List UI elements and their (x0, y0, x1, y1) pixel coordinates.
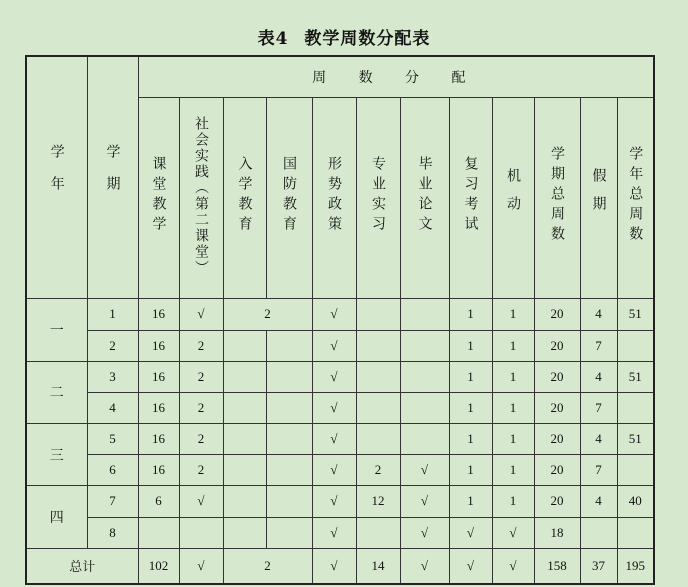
data-cell: 2 (179, 424, 223, 455)
data-cell (356, 361, 400, 392)
data-cell (356, 330, 400, 361)
header-col (580, 98, 617, 299)
data-cell: 1 (449, 486, 492, 517)
data-cell: 2 (223, 299, 312, 330)
year-label: 三 (49, 447, 64, 464)
header-col-text: 假期 (590, 168, 607, 225)
data-cell (266, 486, 312, 517)
year-label: 二 (49, 385, 64, 402)
data-cell: √ (312, 299, 356, 330)
header-col-text: 学期总周数 (549, 146, 565, 247)
data-cell: 1 (492, 330, 534, 361)
data-cell: 7 (580, 455, 617, 486)
total-cell: √ (312, 548, 356, 584)
data-cell: √ (492, 517, 534, 548)
total-cell: 102 (138, 548, 179, 584)
data-cell: √ (312, 330, 356, 361)
term-cell: 2 (87, 330, 138, 361)
table-row (26, 299, 654, 330)
year-cell (26, 299, 87, 361)
header-col-text: 复习考试 (462, 156, 479, 237)
data-cell: √ (179, 299, 223, 330)
term-cell: 7 (87, 486, 138, 517)
data-cell (400, 361, 449, 392)
data-cell: 51 (617, 424, 654, 455)
header-col (266, 98, 312, 299)
total-cell: √ (492, 548, 534, 584)
data-cell: 51 (617, 299, 654, 330)
data-cell (223, 517, 266, 548)
data-cell: 1 (449, 424, 492, 455)
table-row (26, 517, 654, 548)
data-cell: √ (179, 486, 223, 517)
data-cell: √ (400, 486, 449, 517)
data-cell (356, 517, 400, 548)
data-cell: √ (312, 392, 356, 423)
data-cell: 16 (138, 361, 179, 392)
year-cell (26, 361, 87, 423)
data-cell (223, 361, 266, 392)
header-col (449, 98, 492, 299)
data-cell: 4 (580, 361, 617, 392)
total-cell: √ (179, 548, 223, 584)
data-cell: 16 (138, 392, 179, 423)
data-cell (223, 330, 266, 361)
data-cell: 7 (580, 330, 617, 361)
data-cell: 4 (580, 486, 617, 517)
term-cell: 6 (87, 455, 138, 486)
data-cell (223, 455, 266, 486)
data-cell (400, 392, 449, 423)
term-cell: 1 (87, 299, 138, 330)
data-cell: 2 (356, 455, 400, 486)
header-col-text: 课堂教学 (150, 156, 167, 237)
data-cell: 20 (534, 486, 580, 517)
header-col-text: 毕业论文 (416, 156, 433, 237)
data-cell: 1 (449, 455, 492, 486)
header-col (617, 98, 654, 299)
data-cell: 20 (534, 392, 580, 423)
data-cell: 2 (179, 455, 223, 486)
data-cell (223, 424, 266, 455)
header-col (223, 98, 266, 299)
total-label-text: 总计 (69, 560, 96, 576)
table-row (26, 455, 654, 486)
data-cell (138, 517, 179, 548)
table-row (26, 330, 654, 361)
header-term-text: 学期 (104, 143, 121, 208)
data-cell: 1 (449, 392, 492, 423)
data-cell (223, 486, 266, 517)
header-col (400, 98, 449, 299)
data-cell (400, 330, 449, 361)
data-cell: 4 (580, 299, 617, 330)
data-cell: √ (400, 455, 449, 486)
data-cell (356, 392, 400, 423)
term-cell: 5 (87, 424, 138, 455)
year-label: 一 (49, 323, 64, 340)
data-cell: √ (312, 517, 356, 548)
header-col (534, 98, 580, 299)
table-number: 表4 (257, 29, 289, 49)
header-col-text: 形势政策 (326, 156, 342, 237)
data-cell: 2 (179, 361, 223, 392)
data-cell: 20 (534, 424, 580, 455)
data-cell: 1 (492, 424, 534, 455)
term-cell: 4 (87, 392, 138, 423)
header-week-allocation (138, 56, 654, 98)
data-cell: √ (312, 455, 356, 486)
total-cell: 158 (534, 548, 580, 584)
data-cell: 16 (138, 330, 179, 361)
year-cell (26, 424, 87, 486)
header-col-text: 学年总周数 (627, 146, 644, 247)
total-cell: √ (400, 548, 449, 584)
total-cell: √ (449, 548, 492, 584)
data-cell: 1 (492, 392, 534, 423)
data-cell (266, 455, 312, 486)
header-col (312, 98, 356, 299)
data-cell: 20 (534, 299, 580, 330)
data-cell: √ (400, 517, 449, 548)
term-cell: 8 (87, 517, 138, 548)
table-row (26, 361, 654, 392)
header-term (87, 56, 138, 299)
total-label (26, 548, 138, 584)
data-cell: √ (449, 517, 492, 548)
data-cell: 20 (534, 455, 580, 486)
data-cell: 16 (138, 424, 179, 455)
week-allocation-table (25, 55, 655, 585)
data-cell: 7 (580, 392, 617, 423)
data-cell: 1 (449, 361, 492, 392)
data-cell: 2 (179, 392, 223, 423)
total-cell: 2 (223, 548, 312, 584)
year-cell (26, 486, 87, 548)
data-cell: 1 (492, 299, 534, 330)
data-cell: 12 (356, 486, 400, 517)
data-cell (223, 392, 266, 423)
table-row (26, 392, 654, 423)
header-col-text: 专业实习 (370, 156, 386, 237)
data-cell (266, 330, 312, 361)
data-cell (617, 330, 654, 361)
data-cell: 6 (138, 486, 179, 517)
data-cell (617, 392, 654, 423)
data-cell: √ (312, 424, 356, 455)
term-cell: 3 (87, 361, 138, 392)
data-cell: 1 (492, 455, 534, 486)
data-cell: 51 (617, 361, 654, 392)
data-cell: 1 (449, 330, 492, 361)
header-col-text: 机动 (505, 168, 521, 225)
table-title-text: 教学周数分配表 (304, 29, 431, 49)
header-group-text: 周 数 分 配 (312, 70, 480, 87)
header-col (492, 98, 534, 299)
data-cell: 1 (492, 361, 534, 392)
header-col (179, 98, 223, 299)
data-cell (580, 517, 617, 548)
header-year-text: 学年 (48, 143, 65, 208)
data-cell: 1 (492, 486, 534, 517)
table-title (0, 24, 688, 49)
data-cell (266, 392, 312, 423)
total-row (26, 548, 654, 584)
total-cell: 14 (356, 548, 400, 584)
data-cell (356, 424, 400, 455)
total-cell: 37 (580, 548, 617, 584)
header-col-text: 社会实践（第二课堂） (193, 116, 209, 277)
data-cell (179, 517, 223, 548)
data-cell (266, 424, 312, 455)
data-cell: 20 (534, 361, 580, 392)
data-cell: 20 (534, 330, 580, 361)
data-cell (617, 517, 654, 548)
header-col-text: 入学教育 (236, 156, 253, 237)
data-cell: 16 (138, 455, 179, 486)
data-cell: √ (312, 361, 356, 392)
table-row (26, 486, 654, 517)
data-cell: 16 (138, 299, 179, 330)
data-cell: √ (312, 486, 356, 517)
total-cell: 195 (617, 548, 654, 584)
header-year (26, 56, 87, 299)
header-col (138, 98, 179, 299)
header-col (356, 98, 400, 299)
data-cell (356, 299, 400, 330)
data-cell (400, 299, 449, 330)
header-col-text: 国防教育 (281, 156, 297, 237)
data-cell (266, 517, 312, 548)
data-cell: 40 (617, 486, 654, 517)
data-cell (400, 424, 449, 455)
data-cell: 4 (580, 424, 617, 455)
table-row (26, 424, 654, 455)
data-cell (266, 361, 312, 392)
data-cell: 18 (534, 517, 580, 548)
data-cell: 2 (179, 330, 223, 361)
data-cell: 1 (449, 299, 492, 330)
data-cell (617, 455, 654, 486)
year-label: 四 (49, 510, 64, 527)
